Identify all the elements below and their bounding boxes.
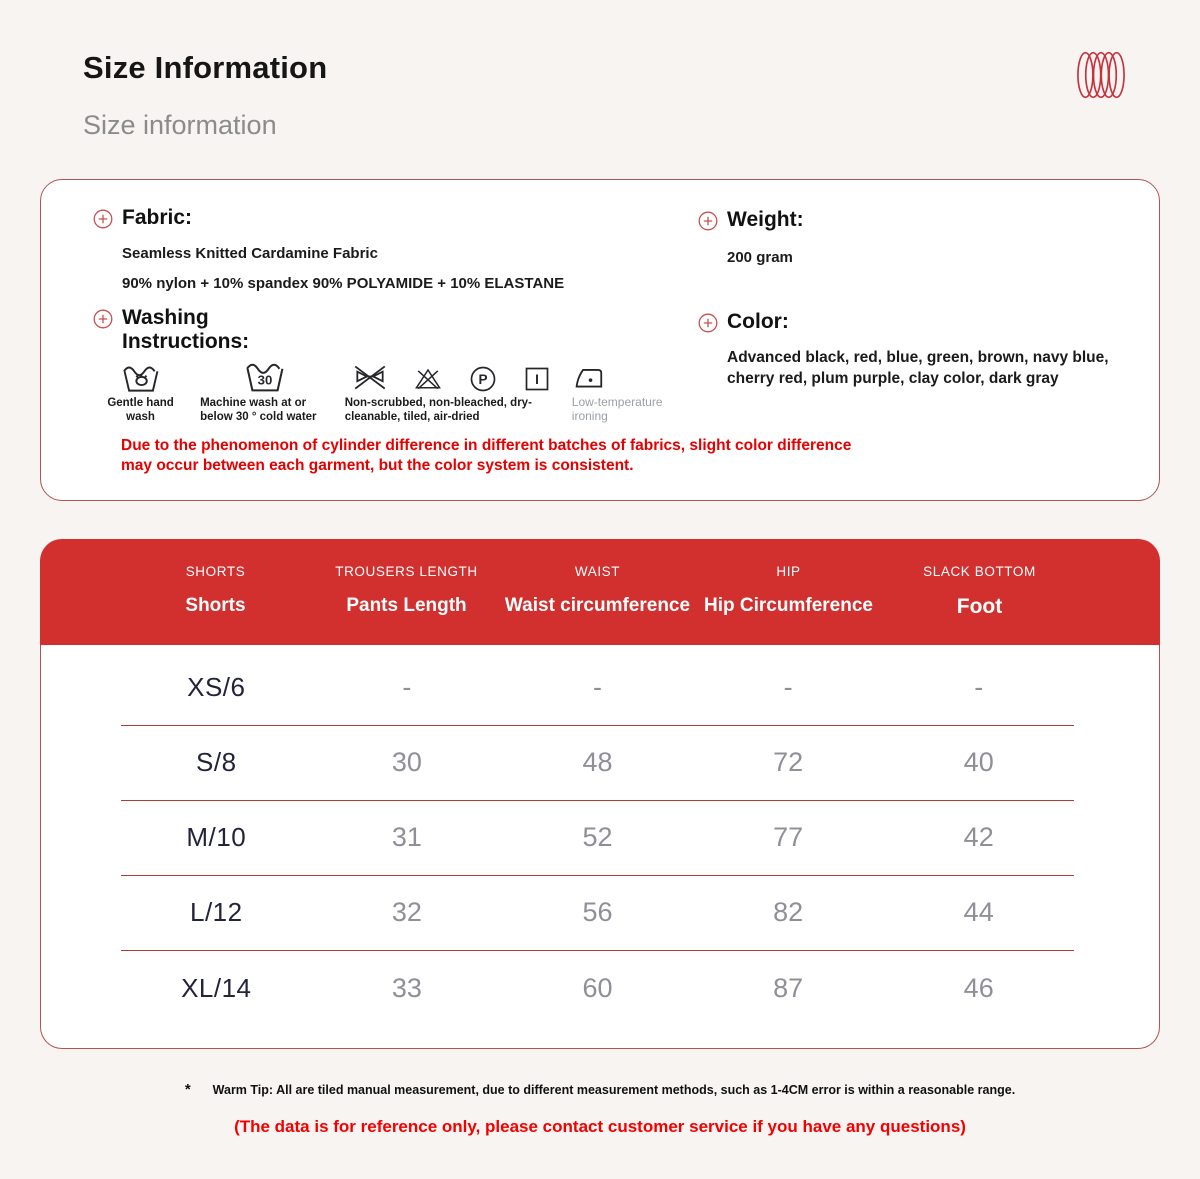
foot-value: 44 bbox=[963, 897, 994, 928]
low-temperature-ironing-icon bbox=[572, 363, 608, 393]
pants-length-value: 30 bbox=[391, 747, 422, 778]
header-col-foot bbox=[884, 564, 1075, 619]
foot-value: 46 bbox=[963, 972, 994, 1003]
reference-note: (The data is for reference only, please contact customer service if you have any questions) bbox=[234, 1116, 966, 1136]
color-list: Advanced black, red, blue, green, brown, navy blue, cherry red, plum purple, clay color, dark gray bbox=[727, 349, 1109, 387]
dry-clean-letter: P bbox=[478, 372, 488, 388]
table-row bbox=[121, 876, 1074, 951]
hip-value: 87 bbox=[773, 972, 804, 1003]
dry-clean-p-icon bbox=[468, 364, 498, 394]
page-header bbox=[0, 0, 1200, 141]
table-row bbox=[121, 801, 1074, 876]
plus-circle-icon bbox=[93, 209, 113, 229]
header-bottom-label: Foot bbox=[956, 594, 1003, 618]
page-subtitle: Size information bbox=[83, 110, 277, 140]
size-table-body bbox=[40, 645, 1160, 1049]
header-top-label: SLACK BOTTOM bbox=[923, 563, 1036, 579]
size-table-header bbox=[40, 539, 1160, 645]
fabric-heading-row bbox=[93, 206, 668, 230]
plus-circle-icon bbox=[698, 313, 718, 333]
hip-value: 77 bbox=[773, 822, 804, 853]
header-col-pants-length bbox=[311, 564, 502, 619]
info-right-column bbox=[698, 206, 1111, 424]
size-label: XL/14 bbox=[181, 972, 252, 1003]
waist-value: 52 bbox=[582, 822, 613, 853]
header-top-label: TROUSERS LENGTH bbox=[335, 563, 478, 579]
product-info-card bbox=[40, 179, 1160, 501]
weight-heading-row bbox=[698, 208, 1111, 232]
header-top-label: WAIST bbox=[574, 563, 621, 579]
fabric-heading: Fabric: bbox=[122, 206, 193, 229]
restrictions-group bbox=[345, 360, 558, 423]
header-col-shorts bbox=[120, 564, 311, 619]
table-row bbox=[121, 651, 1074, 726]
machine-wash-group bbox=[200, 358, 331, 423]
plus-circle-icon bbox=[698, 211, 718, 231]
warm-tip-text: Warm Tip: All are tiled manual measurement, due to different measurement methods, such as 1-4CM error is within a reasonable range. bbox=[212, 1082, 1016, 1097]
machine-wash-icon-wrap bbox=[200, 358, 331, 394]
pants-length-value: - bbox=[402, 672, 412, 703]
size-label: L/12 bbox=[189, 897, 243, 928]
washing-heading: Washing Instructions: bbox=[122, 306, 250, 354]
waist-value: - bbox=[592, 672, 602, 703]
care-icons-row bbox=[95, 358, 668, 423]
fabric-name: Seamless Knitted Cardamine Fabric bbox=[122, 245, 378, 263]
weight-value: 200 gram bbox=[727, 249, 793, 267]
hand-wash-group bbox=[95, 360, 186, 423]
weight-heading: Weight: bbox=[727, 208, 804, 231]
waist-value: 56 bbox=[582, 897, 613, 928]
drip-dry-letter: I bbox=[534, 372, 539, 388]
washing-section bbox=[93, 306, 668, 424]
hand-wash-icon-wrap bbox=[95, 360, 186, 394]
header-bottom-label: Waist circumference bbox=[504, 594, 691, 616]
foot-value: 42 bbox=[963, 822, 994, 853]
color-heading: Color: bbox=[727, 310, 789, 334]
size-label: XS/6 bbox=[187, 672, 246, 703]
weight-section bbox=[698, 208, 1111, 266]
waist-value: 60 bbox=[582, 972, 613, 1003]
foot-value: 40 bbox=[963, 747, 994, 778]
hip-value: - bbox=[783, 672, 793, 703]
drip-dry-icon bbox=[522, 364, 552, 394]
no-wring-icon bbox=[351, 360, 389, 394]
size-label: S/8 bbox=[196, 747, 237, 778]
pants-length-value: 32 bbox=[391, 897, 422, 928]
hip-value: 72 bbox=[773, 747, 804, 778]
iron-icon-wrap bbox=[572, 363, 668, 393]
header-col-hip bbox=[693, 564, 884, 619]
pants-length-value: 33 bbox=[391, 972, 422, 1003]
waist-value: 48 bbox=[582, 747, 613, 778]
hip-value: 82 bbox=[773, 897, 804, 928]
table-row bbox=[121, 726, 1074, 801]
color-heading-row bbox=[698, 310, 1111, 334]
hand-wash-caption: Gentle hand wash bbox=[107, 397, 174, 423]
warm-tip-row bbox=[0, 1080, 1200, 1098]
header-col-waist bbox=[502, 564, 693, 619]
plus-circle-icon bbox=[93, 309, 113, 329]
machine-wash-30-icon bbox=[242, 358, 288, 394]
info-grid bbox=[93, 206, 1111, 424]
color-section bbox=[698, 310, 1111, 389]
foot-value: - bbox=[974, 672, 984, 703]
header-bottom-label: Shorts bbox=[185, 594, 246, 616]
footer-notes bbox=[0, 1080, 1200, 1137]
restrictions-caption: Non-scrubbed, non-bleached, dry-cleanable, tiled, air-dried bbox=[344, 397, 532, 423]
table-row bbox=[121, 951, 1074, 1026]
machine-wash-temp-label: 30 bbox=[258, 372, 273, 388]
ironing-caption: Low-temperature ironing bbox=[571, 395, 663, 424]
hand-wash-icon bbox=[120, 360, 162, 394]
header-bottom-label: Hip Circumference bbox=[704, 594, 873, 616]
coil-logo-icon bbox=[1074, 46, 1128, 104]
page-title: Size Information bbox=[83, 50, 328, 85]
size-label: M/10 bbox=[186, 822, 247, 853]
header-top-label: SHORTS bbox=[185, 563, 246, 579]
fabric-section bbox=[93, 206, 668, 292]
restrictions-icons bbox=[345, 360, 558, 394]
header-top-label: HIP bbox=[776, 563, 801, 579]
ironing-group bbox=[572, 363, 668, 424]
asterisk-mark: * bbox=[184, 1080, 191, 1098]
info-left-column bbox=[93, 206, 668, 424]
fabric-composition: 90% nylon + 10% spandex 90% POLYAMIDE + 10% ELASTANE bbox=[122, 275, 565, 293]
washing-heading-row bbox=[93, 306, 668, 354]
size-table bbox=[40, 539, 1160, 1049]
pants-length-value: 31 bbox=[391, 822, 422, 853]
no-bleach-icon bbox=[412, 362, 444, 394]
color-difference-note: Due to the phenomenon of cylinder difference in different batches of fabrics, slight color difference may occur between each garment, but the color system is consistent. bbox=[121, 436, 852, 474]
machine-wash-caption: Machine wash at or below 30 ° cold water bbox=[200, 397, 317, 423]
header-bottom-label: Pants Length bbox=[346, 594, 467, 616]
